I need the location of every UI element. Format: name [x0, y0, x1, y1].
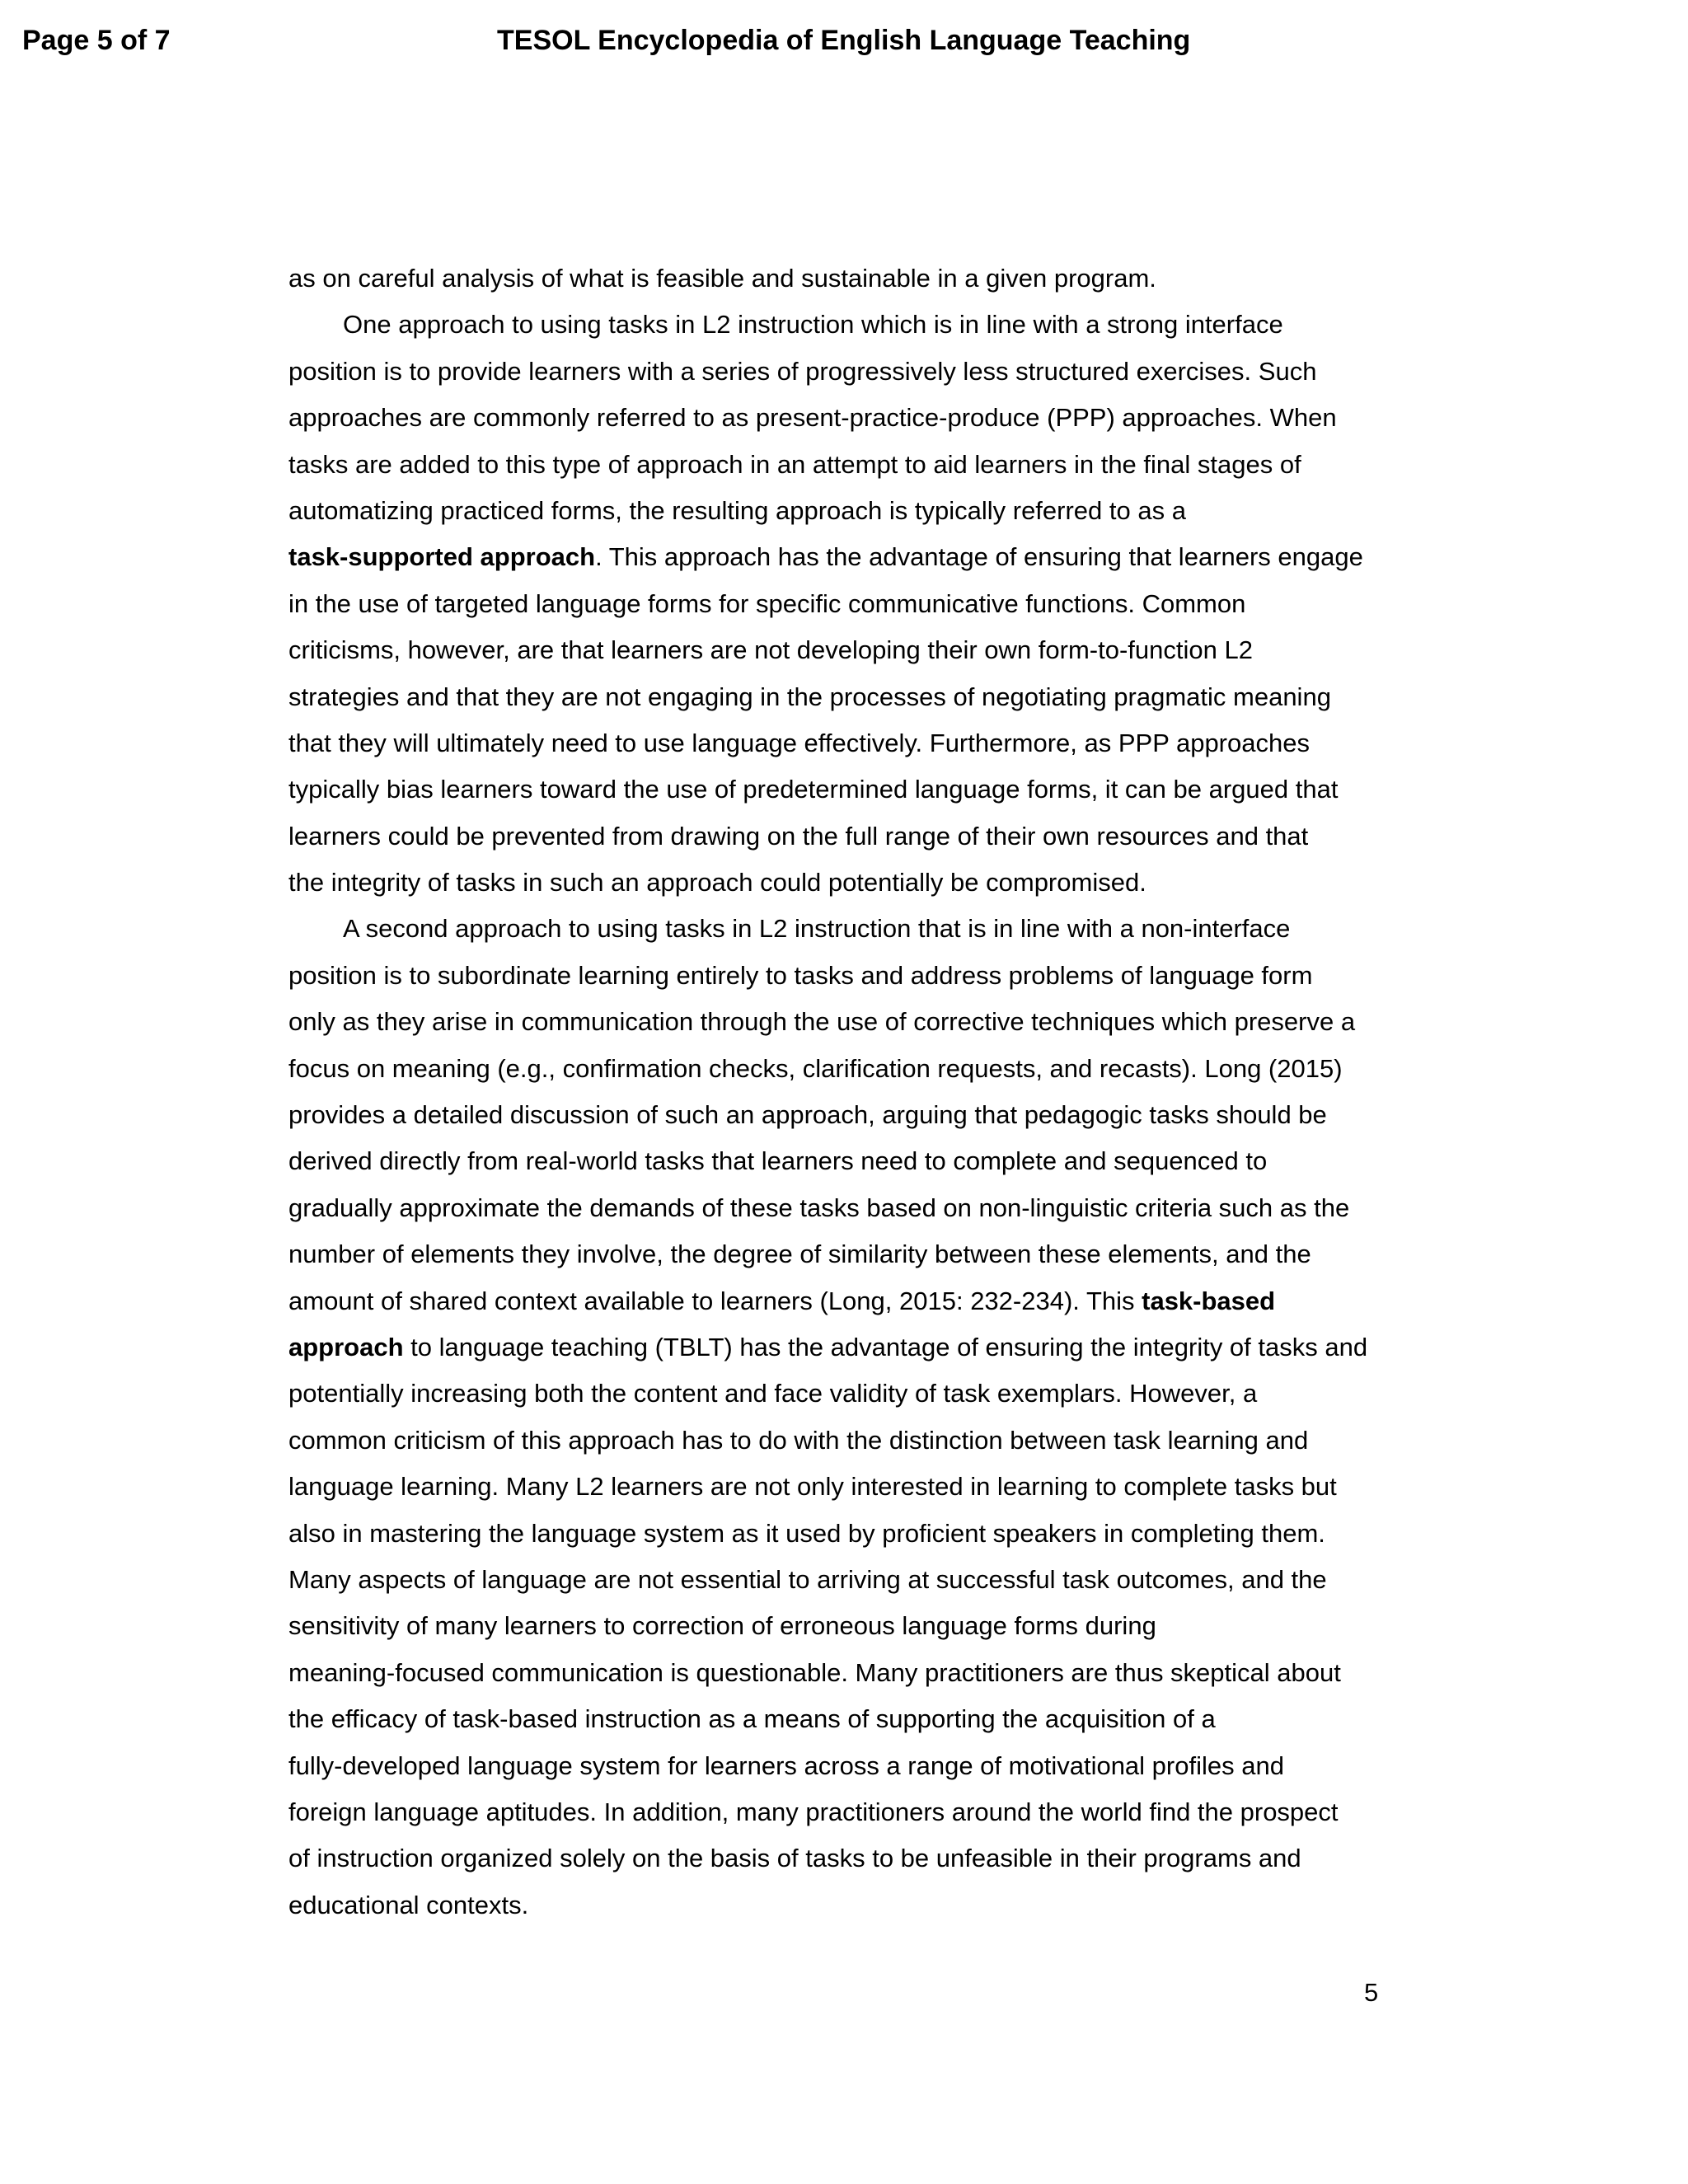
text-line: criticisms, however, are that learners are not developing their own form-to-function L2 [288, 635, 1253, 665]
text-line: of instruction organized solely on the basis of tasks to be unfeasible in their programs and [288, 1844, 1301, 1873]
page-label: Page 5 of 7 [22, 25, 171, 56]
text-line: approaches are commonly referred to as present-practice-produce (PPP) approaches. When [288, 403, 1337, 433]
text-line: fully-developed language system for learners across a range of motivational profiles and [288, 1750, 1284, 1780]
text-line [288, 1278, 1385, 1324]
text-line: only as they arise in communication through the use of corrective techniques which preserve a [288, 1007, 1356, 1037]
body-text [288, 255, 1385, 1929]
text-fragment: amount of shared context available to learners (Long, 2015: 232-234). This [288, 1286, 1142, 1315]
text-fragment: to language teaching (TBLT) has the advantage of ensuring the integrity of tasks and [403, 1332, 1368, 1361]
text-line [288, 1324, 1385, 1371]
text-line: potentially increasing both the content and face validity of task exemplars. However, a [288, 1379, 1258, 1408]
text-line: sensitivity of many learners to correction of erroneous language forms during [288, 1611, 1156, 1641]
key-term: approach [288, 1332, 404, 1361]
text-line: gradually approximate the demands of these tasks based on non-linguistic criteria such as the [288, 1193, 1350, 1222]
text-line: educational contexts. [288, 1890, 529, 1919]
text-line: that they will ultimately need to use language effectively. Furthermore, as PPP approaches [288, 728, 1310, 757]
text-line: the efficacy of task-based instruction as a means of supporting the acquisition of a [288, 1704, 1216, 1734]
text-line: also in mastering the language system as it used by proficient speakers in completing them. [288, 1518, 1325, 1548]
text-line: position is to provide learners with a series of progressively less structured exercises. Such [288, 356, 1317, 386]
text-line: common criticism of this approach has to do with the distinction between task learning and [288, 1425, 1309, 1455]
text-line: typically bias learners toward the use of predetermined language forms, it can be argued that [288, 775, 1339, 804]
text-line: foreign language aptitudes. In addition, many practitioners around the world find the prospect [288, 1797, 1339, 1826]
text-line: meaning-focused communication is questionable. Many practitioners are thus skeptical about [288, 1657, 1341, 1687]
text-line: the integrity of tasks in such an approach could potentially be compromised. [288, 868, 1146, 898]
text-line: strategies and that they are not engaging in the processes of negotiating pragmatic meaning [288, 682, 1331, 711]
publication-title: TESOL Encyclopedia of English Language Teaching [497, 25, 1191, 56]
text-line: provides a detailed discussion of such an approach, arguing that pedagogic tasks should be [288, 1100, 1327, 1130]
page-number: 5 [1364, 1978, 1379, 2007]
text-line: position is to subordinate learning entirely to tasks and address problems of language form [288, 960, 1313, 990]
running-header [0, 25, 1688, 66]
text-line: derived directly from real-world tasks that learners need to complete and sequenced to [288, 1146, 1268, 1176]
text-line: learners could be prevented from drawing on the full range of their own resources and that [288, 821, 1309, 851]
text-line: Many aspects of language are not essential to arriving at successful task outcomes, and the [288, 1564, 1327, 1594]
key-term: task-based [1142, 1286, 1276, 1315]
text-fragment: . This approach has the advantage of ensuring that learners engage [595, 542, 1363, 572]
text-line: One approach to using tasks in L2 instruction which is in line with a strong interface [343, 310, 1283, 340]
text-line: number of elements they involve, the degree of similarity between these elements, and the [288, 1240, 1311, 1269]
text-line: language learning. Many L2 learners are not only interested in learning to complete tasks but [288, 1472, 1337, 1502]
text-line [288, 534, 1385, 580]
text-line: tasks are added to this type of approach in an attempt to aid learners in the final stages of [288, 449, 1301, 479]
text-line: as on careful analysis of what is feasible and sustainable in a given program. [288, 264, 1156, 293]
text-line: in the use of targeted language forms for specific communicative functions. Common [288, 588, 1246, 618]
text-line: A second approach to using tasks in L2 instruction that is in line with a non-interface [343, 914, 1291, 944]
text-line: focus on meaning (e.g., confirmation checks, clarification requests, and recasts). Long (2015) [288, 1053, 1343, 1083]
text-line: automatizing practiced forms, the resulting approach is typically referred to as a [288, 495, 1186, 525]
key-term: task-supported approach [288, 542, 596, 572]
